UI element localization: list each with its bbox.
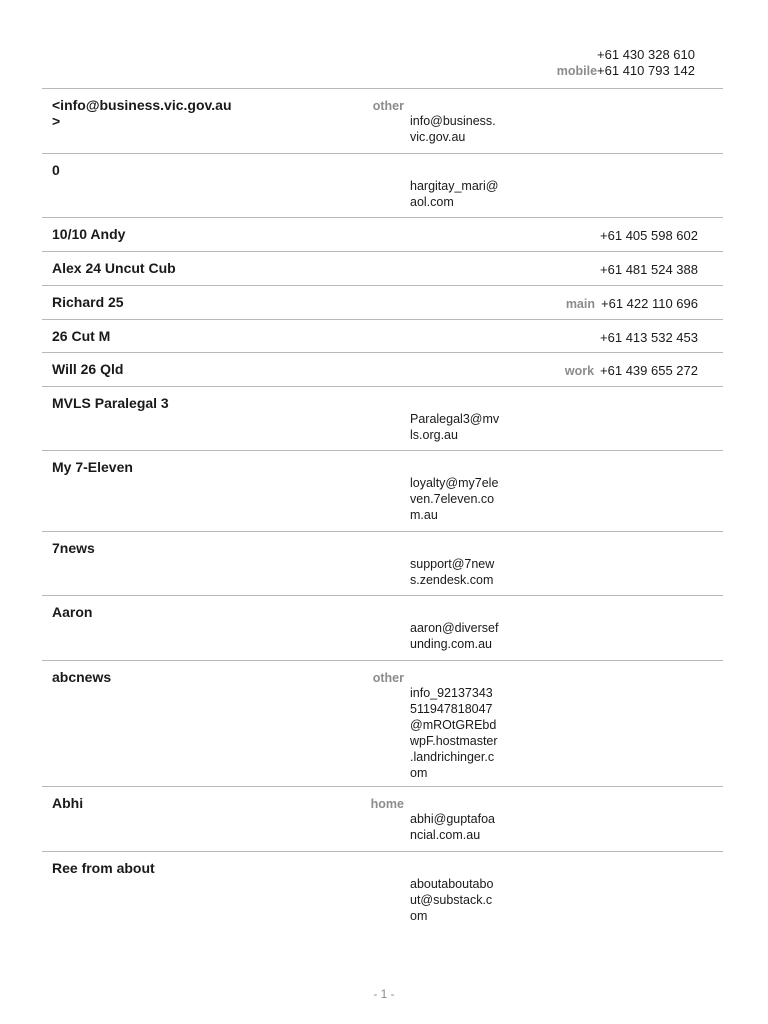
contact-name: 0 bbox=[52, 162, 60, 178]
phone-entry bbox=[594, 228, 698, 244]
email-label: other bbox=[372, 671, 404, 685]
email-address: support@7new s.zendesk.com bbox=[410, 557, 495, 587]
phone-label: work bbox=[564, 364, 595, 378]
contact-list bbox=[42, 89, 723, 930]
email-label: other bbox=[372, 99, 404, 113]
contact-row bbox=[42, 320, 723, 353]
page-number: - 1 - bbox=[373, 987, 395, 1001]
phone-number: +61 413 532 453 bbox=[600, 330, 698, 345]
contact-row bbox=[42, 154, 723, 218]
email-address: hargitay_mari@ aol.com bbox=[410, 179, 499, 209]
phone-line bbox=[557, 47, 695, 63]
phone-entry bbox=[565, 363, 698, 379]
contact-name: MVLS Paralegal 3 bbox=[52, 395, 169, 411]
contact-name: My 7-Eleven bbox=[52, 459, 133, 475]
contact-name: 10/10 Andy bbox=[52, 226, 126, 242]
contact-name: Aaron bbox=[52, 604, 93, 620]
phone-number: +61 422 110 696 bbox=[601, 296, 698, 311]
phone-entry bbox=[594, 262, 698, 278]
phone-number: +61 405 598 602 bbox=[600, 228, 698, 243]
contact-row bbox=[42, 787, 723, 852]
phone-line bbox=[557, 63, 695, 79]
phone-number: +61 430 328 610 bbox=[597, 47, 695, 62]
email-address: abhi@guptafoa ncial.com.au bbox=[410, 812, 495, 842]
email-address: info@business. vic.gov.au bbox=[410, 114, 496, 144]
contact-name: Alex 24 Uncut Cub bbox=[52, 260, 176, 276]
continued-contact bbox=[42, 0, 723, 89]
contact-name: Richard 25 bbox=[52, 294, 124, 310]
phone-entry bbox=[566, 296, 698, 312]
email-address: aboutaboutabo ut@substack.c om bbox=[410, 877, 494, 923]
contact-row bbox=[42, 89, 723, 154]
email-address: loyalty@my7ele ven.7eleven.co m.au bbox=[410, 476, 499, 522]
email-label: home bbox=[370, 797, 404, 811]
email-address: aaron@diversef unding.com.au bbox=[410, 621, 499, 651]
contact-row bbox=[42, 387, 723, 451]
contact-row bbox=[42, 286, 723, 320]
contact-name: abcnews bbox=[52, 669, 112, 685]
email-address: Paralegal3@mv ls.org.au bbox=[410, 412, 500, 442]
contact-row bbox=[42, 218, 723, 252]
contact-row bbox=[42, 353, 723, 387]
contact-row bbox=[42, 451, 723, 532]
contact-row bbox=[42, 852, 723, 930]
contact-name: Ree from about bbox=[52, 860, 155, 876]
contact-row bbox=[42, 252, 723, 286]
email-address: info_92137343 511947818047 @mROtGREbd wpF.hostmaster .landrichinger.c om bbox=[410, 686, 498, 780]
phone-number: +61 439 655 272 bbox=[600, 363, 698, 378]
phone-entry bbox=[594, 330, 698, 346]
contact-row bbox=[42, 532, 723, 596]
contact-row bbox=[42, 661, 723, 787]
contact-name: Will 26 Qld bbox=[52, 361, 124, 377]
contact-sheet bbox=[42, 0, 723, 930]
contact-name: <info@business.vic.gov.au > bbox=[52, 97, 232, 129]
phone-label: main bbox=[565, 297, 595, 311]
phone-label: mobile bbox=[556, 64, 598, 78]
contact-row bbox=[42, 596, 723, 661]
phone-list bbox=[557, 47, 695, 79]
phone-number: +61 481 524 388 bbox=[600, 262, 698, 277]
phone-number: +61 410 793 142 bbox=[597, 63, 695, 78]
contact-name: 26 Cut M bbox=[52, 328, 111, 344]
contact-name: Abhi bbox=[52, 795, 84, 811]
contact-name: 7news bbox=[52, 540, 95, 556]
